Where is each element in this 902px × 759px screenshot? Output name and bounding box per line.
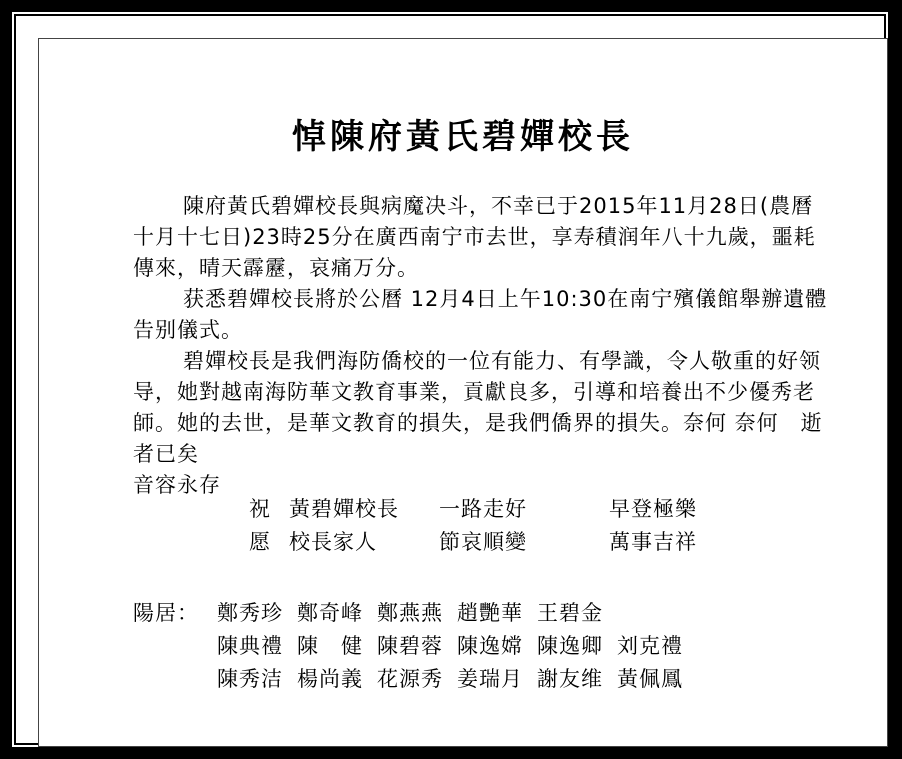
wish-subject: 校長家人 <box>289 530 377 554</box>
wish-row <box>249 493 697 526</box>
signatory-name: 陳秀洁 <box>217 667 283 691</box>
signatory-name: 王碧金 <box>537 601 603 625</box>
signatory-name: 鄭秀珍 <box>217 601 283 625</box>
paragraph-closing: 音容永存 <box>133 473 221 497</box>
signatory-name: 楊尚義 <box>297 667 363 691</box>
notice-body <box>133 191 833 501</box>
indent-spacer <box>133 663 217 696</box>
signatories <box>133 597 697 696</box>
signatory-name: 陳碧蓉 <box>377 634 443 658</box>
names-row <box>133 597 697 630</box>
paragraph-announcement: 陳府黃氏碧嬋校長與病魔决斗，不幸已于2015年11月28日(農曆十月十七日)23時25分在廣西南宁市去世，享寿積润年八十九歲，噩耗傳來，晴天霹靂，哀痛万分。 <box>133 194 816 280</box>
signatory-name: 陳逸卿 <box>537 634 603 658</box>
inner-frame <box>12 12 888 747</box>
signatory-name: 黃佩鳳 <box>617 667 683 691</box>
page-title: 悼陳府黃氏碧嬋校長 <box>292 117 634 157</box>
wish-lead: 愿 <box>249 530 271 554</box>
wish-phrase: 一路走好 <box>439 497 527 521</box>
names-row <box>133 630 697 663</box>
signatory-name: 陳典禮 <box>217 634 283 658</box>
wish-subject: 黃碧嬋校長 <box>289 497 399 521</box>
signatory-name: 陳 健 <box>297 634 363 658</box>
paragraph-tribute: 碧嬋校長是我們海防僑校的一位有能力、有學識，令人敬重的好领导，她對越南海防華文教育事業，貢獻良多，引導和培養出不少優秀老師。她的去世，是華文教育的損失，是我們僑界的損失。奈何 奈何 逝者已矣 <box>133 349 823 466</box>
signatory-name: 謝友维 <box>537 667 603 691</box>
wish-phrase: 節哀順變 <box>439 530 527 554</box>
signatory-name: 鄭奇峰 <box>297 601 363 625</box>
names-row <box>133 663 697 696</box>
signatory-name: 刘克禮 <box>617 634 683 658</box>
wishes-block <box>249 493 697 559</box>
wish-row <box>249 526 697 559</box>
signatories-label: 陽居： <box>133 601 199 625</box>
wish-lead: 祝 <box>249 497 271 521</box>
paragraph-farewell-ceremony: 获悉碧嬋校長將於公曆 12月4日上午10:30在南宁殯儀館舉辦遺體告别儀式。 <box>133 287 828 342</box>
signatory-name: 趙艷華 <box>457 601 523 625</box>
signatory-name: 陳逸嫦 <box>457 634 523 658</box>
memorial-notice <box>38 38 888 747</box>
wish-phrase-2: 早登極樂 <box>609 497 697 521</box>
signatory-name: 鄭燕燕 <box>377 601 443 625</box>
signatory-name: 花源秀 <box>377 667 443 691</box>
indent-spacer <box>133 630 217 663</box>
wish-phrase-2: 萬事吉祥 <box>609 530 697 554</box>
signatory-name: 姜瑞月 <box>457 667 523 691</box>
